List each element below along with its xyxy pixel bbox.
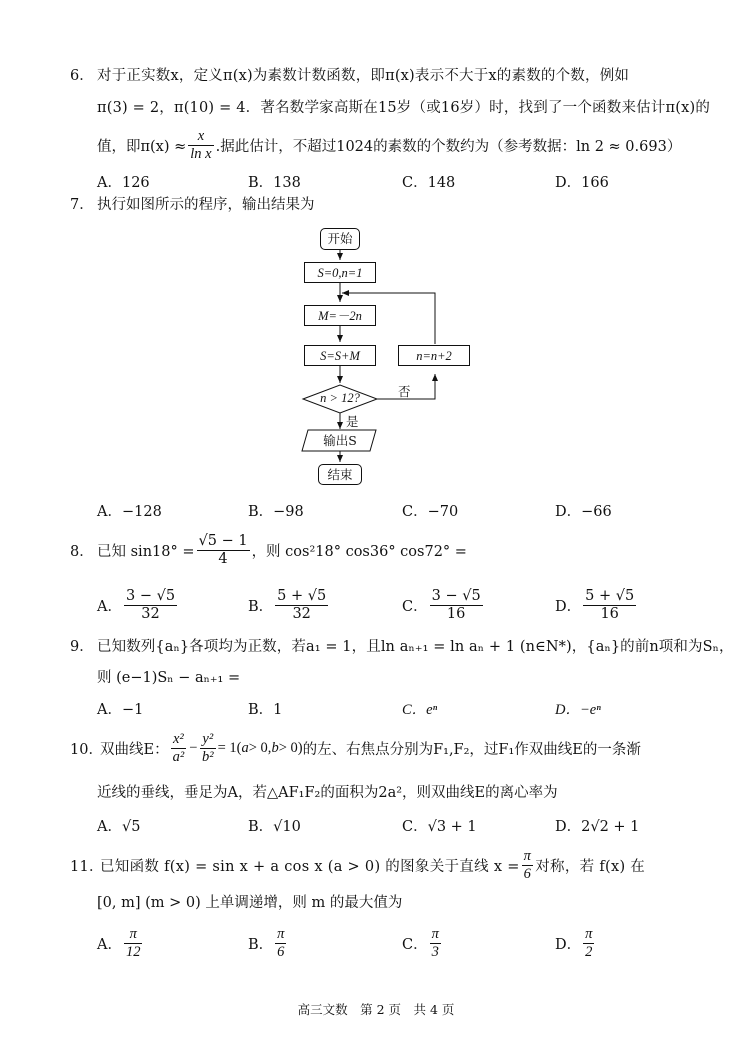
q8-frac-den: 4 bbox=[218, 550, 228, 567]
q11-option-b-den: 6 bbox=[277, 943, 285, 960]
q9-number: 9． bbox=[70, 639, 94, 655]
q6-line3-pre: 值，即π(x) ≈ bbox=[97, 138, 187, 155]
q7-number: 7． bbox=[70, 197, 94, 213]
q11-line1 bbox=[70, 842, 645, 888]
q10-option-b: B．√10 bbox=[248, 819, 301, 835]
q6-line3-post: .据此估计，不超过1024的素数的个数约为（参考数据：ln 2 ≈ 0.693） bbox=[215, 138, 682, 155]
q6-option-d: D．166 bbox=[555, 175, 609, 191]
q11-option-b bbox=[248, 922, 288, 964]
q11-option-b-label: B． bbox=[248, 936, 274, 953]
q6-option-a: A．126 bbox=[97, 175, 150, 191]
q8-text-post: ，则 cos²18° cos36° cos72° = bbox=[251, 543, 467, 560]
flowchart-update-n: n=n+2 bbox=[398, 345, 470, 366]
q9-line2: 则 (e−1)Sₙ − aₙ₊₁ = bbox=[97, 670, 241, 686]
q11-option-d bbox=[555, 922, 596, 964]
flowchart-output: 输出S bbox=[323, 433, 357, 448]
q7-option-a: A．−128 bbox=[97, 504, 162, 520]
q11-option-c bbox=[402, 922, 443, 964]
q11-line2: [0, m] (m > 0) 上单调递增，则 m 的最大值为 bbox=[97, 895, 403, 911]
q7-flowchart bbox=[290, 226, 480, 488]
flowchart-no-label: 否 bbox=[398, 384, 411, 399]
flowchart-condition: n > 12? bbox=[320, 391, 360, 405]
q8-stem bbox=[70, 528, 467, 572]
q11-line1-pre: 已知函数 f(x) = sin x + a cos x (a > 0) 的图象关于直线 x = bbox=[100, 858, 520, 875]
q10-line1 bbox=[70, 722, 641, 774]
q11-option-a bbox=[97, 922, 144, 964]
q11-frac-num: π bbox=[523, 847, 532, 864]
q6-option-c: C．148 bbox=[402, 175, 456, 191]
page-footer: 高三文数 第 2 页 共 4 页 bbox=[297, 1002, 455, 1017]
q8-option-c-num: 3 − √5 bbox=[431, 587, 481, 604]
q8-fraction bbox=[197, 533, 250, 568]
q8-option-a-den: 32 bbox=[141, 605, 160, 622]
q8-option-c-den: 16 bbox=[446, 605, 466, 622]
flowchart-assign-m: M=－2n bbox=[304, 305, 376, 326]
q8-number: 8． bbox=[70, 543, 94, 560]
q8-frac-num: √5 − 1 bbox=[198, 532, 248, 549]
q6-option-b: B．138 bbox=[248, 175, 301, 191]
q10-line1-pre: 双曲线E： bbox=[100, 741, 169, 758]
q9-option-c: C．eⁿ bbox=[402, 702, 438, 718]
q9-option-d: D．−eⁿ bbox=[555, 702, 601, 718]
q6-number: 6． bbox=[70, 68, 94, 84]
q8-option-b bbox=[248, 584, 330, 626]
q10-option-a: A．√5 bbox=[97, 819, 141, 835]
q11-option-c-label: C． bbox=[402, 936, 428, 953]
q7-option-c: C．−70 bbox=[402, 504, 459, 520]
q11-option-a-den: 12 bbox=[125, 943, 141, 960]
flowchart-yes-label: 是 bbox=[346, 414, 359, 429]
q8-text-pre: 已知 sin18° = bbox=[97, 543, 195, 560]
q6-line2: π(3) = 2，π(10) = 4．著名数学家高斯在15岁（或16岁）时，找到了一个函数来估计π(x)的 bbox=[97, 100, 711, 116]
q8-option-c bbox=[402, 584, 485, 626]
q8-option-a-label: A． bbox=[97, 598, 122, 615]
q7-text: 执行如图所示的程序，输出结果为 bbox=[97, 197, 315, 213]
q6-frac-den: ln x bbox=[190, 145, 212, 162]
q10-option-d: D．2√2 + 1 bbox=[555, 819, 640, 835]
q10-line2: 近线的垂线，垂足为A，若△AF₁F₂的面积为2a²，则双曲线E的离心率为 bbox=[97, 785, 558, 801]
q10-option-c: C．√3 + 1 bbox=[402, 819, 477, 835]
q11-option-c-den: 3 bbox=[431, 943, 439, 960]
q11-frac-den: 6 bbox=[523, 865, 532, 882]
q11-option-a-label: A． bbox=[97, 936, 122, 953]
q8-option-b-label: B． bbox=[248, 598, 274, 615]
q10-hyperbola-equation: x² a² − $\frac{\text{y²}}{\text{b²}}$ = 1( a > 0, b > 0) bbox=[172, 730, 303, 765]
q6-frac-num: x bbox=[188, 128, 213, 146]
q11-line1-post: 对称，若 f(x) 在 bbox=[535, 858, 646, 875]
q9-line1: 已知数列{aₙ}各项均为正数，若a₁ = 1，且ln aₙ₊₁ = ln aₙ + 1 (n∈N*)，{aₙ}的前n项和为Sₙ， bbox=[97, 639, 734, 655]
flowchart-init: S=0,n=1 bbox=[304, 262, 376, 283]
q8-option-a-num: 3 − √5 bbox=[125, 587, 176, 604]
q8-option-d-label: D． bbox=[555, 598, 582, 615]
q7-option-d: D．−66 bbox=[555, 504, 612, 520]
q10-number: 10． bbox=[70, 741, 103, 758]
q11-option-c-num: π bbox=[431, 925, 439, 942]
q9-option-b: B．1 bbox=[248, 702, 283, 718]
q7-option-b: B．−98 bbox=[248, 504, 304, 520]
q10-line1-post: 的左、右焦点分别为F₁,F₂，过F₁作双曲线E的一条渐 bbox=[302, 741, 641, 758]
q11-option-a-num: π bbox=[124, 926, 143, 944]
q11-option-b-num: π bbox=[277, 925, 285, 942]
q11-option-d-label: D． bbox=[555, 936, 582, 953]
q8-option-a bbox=[97, 584, 179, 626]
q11-option-d-den: 2 bbox=[585, 943, 593, 960]
flowchart-assign-s: S=S+M bbox=[304, 345, 376, 366]
q8-option-d bbox=[555, 584, 638, 626]
q11-option-d-num: π bbox=[585, 925, 593, 942]
q11-number: 11． bbox=[70, 858, 104, 875]
flowchart-end: 结束 bbox=[318, 464, 362, 485]
q6-fraction bbox=[188, 128, 213, 163]
q6-line1: 对于正实数x，定义π(x)为素数计数函数，即π(x)表示不大于x的素数的个数，例如 bbox=[97, 68, 630, 84]
q9-option-a: A．−1 bbox=[97, 702, 144, 718]
q8-option-c-label: C． bbox=[402, 598, 428, 615]
q6-line3 bbox=[97, 122, 681, 168]
q8-option-d-num: 5 + √5 bbox=[585, 587, 635, 604]
q8-option-b-num: 5 + √5 bbox=[277, 587, 327, 604]
q8-option-d-den: 16 bbox=[600, 605, 619, 622]
flowchart-start: 开始 bbox=[320, 228, 360, 250]
q8-option-b-den: 32 bbox=[292, 605, 311, 622]
